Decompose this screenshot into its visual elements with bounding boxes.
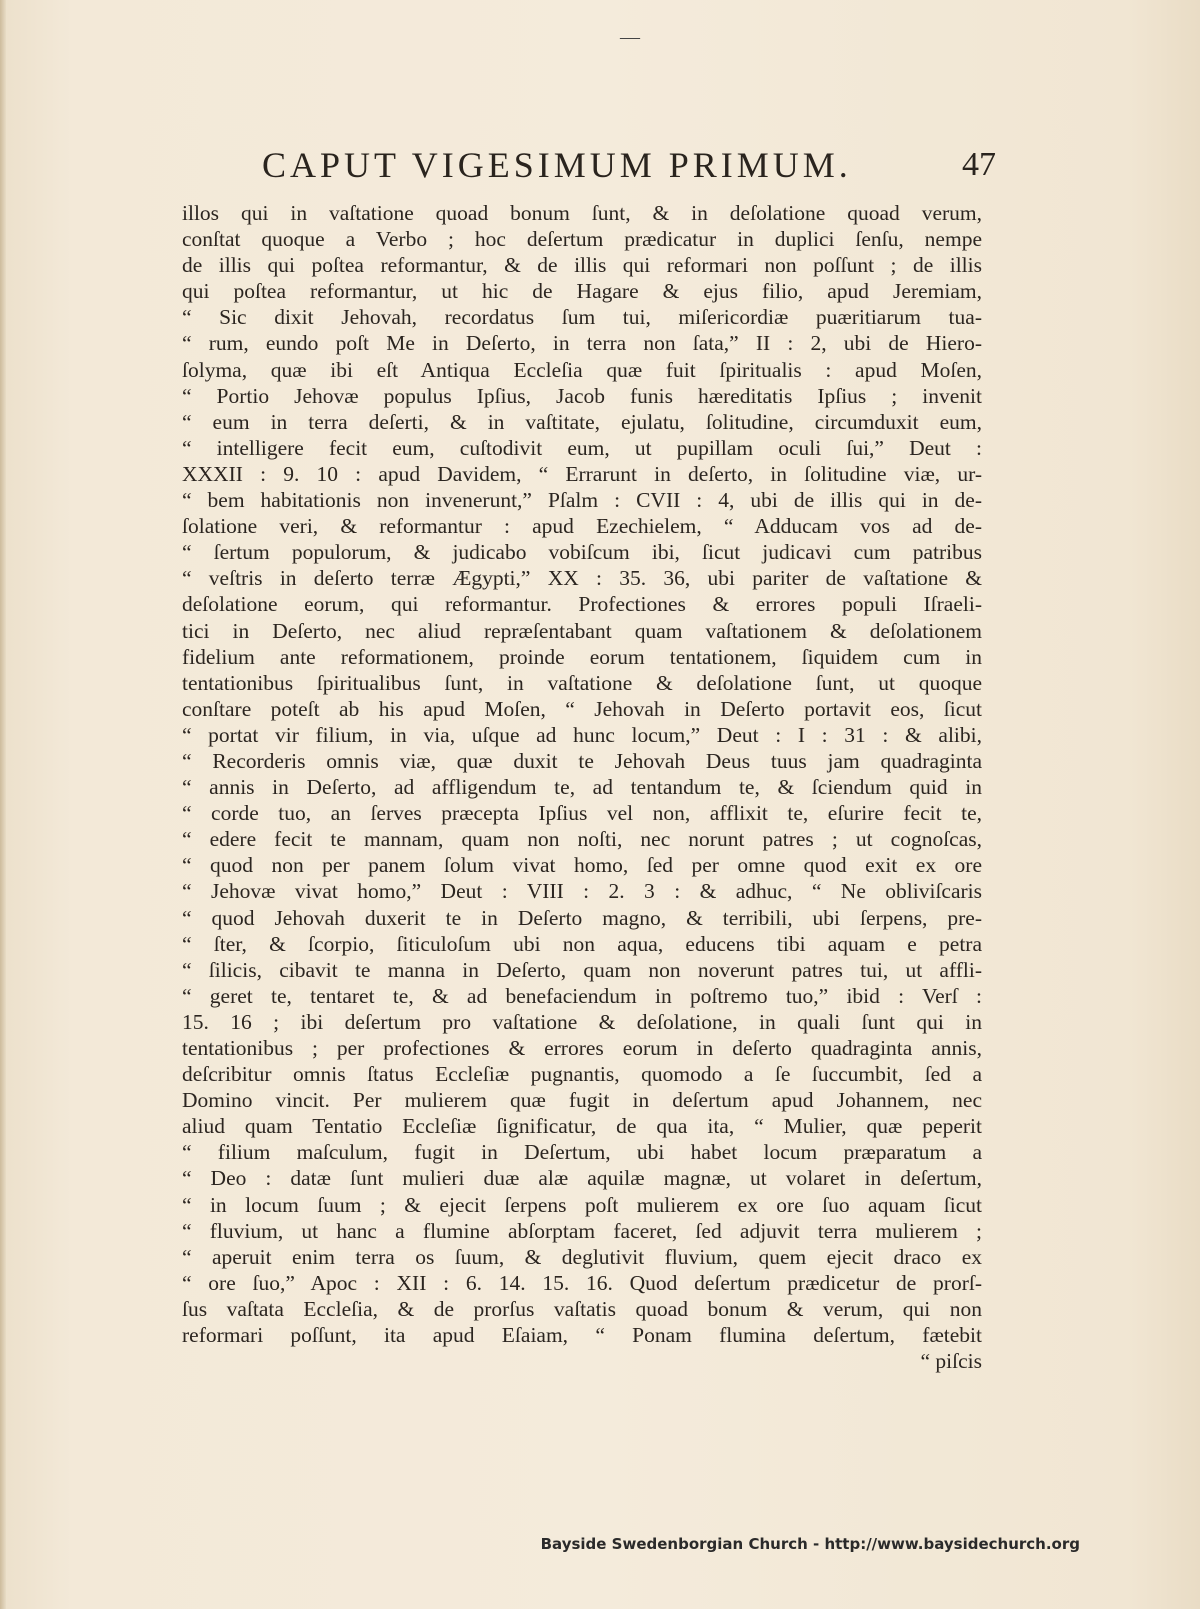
text-line: “ Deo : datæ ſunt mulieri duæ alæ aquilæ magnæ, ut volaret in deſertum, — [182, 1166, 982, 1191]
text-line: conſtat quoque a Verbo ; hoc deſertum prædicatur in duplici ſenſu, nempe — [182, 227, 982, 252]
text-line: “ ore ſuo,” Apoc : XII : 6. 14. 15. 16. Quod deſertum prædicetur de prorſ- — [182, 1270, 982, 1295]
text-line: XXXII : 9. 10 : apud Davidem, “ Errarunt in deſerto, in ſolitudine viæ, ur- — [182, 461, 982, 486]
text-line: “ Portio Jehovæ populus Ipſius, Jacob funis hæreditatis Ipſius ; invenit — [182, 383, 982, 408]
text-line: qui poſtea reformantur, ut hic de Hagare & ejus filio, apud Jeremiam, — [182, 279, 982, 304]
text-line: “ rum, eundo poſt Me in Deſerto, in terra non ſata,” II : 2, ubi de Hiero- — [182, 331, 982, 356]
text-line: ſolatione veri, & reformantur : apud Ezechielem, “ Adducam vos ad de- — [182, 514, 982, 539]
page-number: 47 — [962, 146, 996, 183]
text-line: deſcribitur omnis ſtatus Eccleſiæ pugnantis, quomodo a ſe ſuccumbit, ſed a — [182, 1062, 982, 1087]
text-line: “ in locum ſuum ; & ejecit ſerpens poſt mulierem ex ore ſuo aquam ſicut — [182, 1192, 982, 1217]
text-line: reformari poſſunt, ita apud Eſaiam, “ Ponam flumina deſertum, fætebit — [182, 1323, 982, 1348]
text-line: “ intelligere fecit eum, cuſtodivit eum, ut pupillam oculi ſui,” Deut : — [182, 435, 982, 460]
text-line: “ quod Jehovah duxerit te in Deſerto magno, & terribili, ubi ſerpens, pre- — [182, 905, 982, 930]
text-line: “ ſter, & ſcorpio, ſiticuloſum ubi non aqua, educens tibi aquam e petra — [182, 931, 982, 956]
text-line: “ Recorderis omnis viæ, quæ duxit te Jehovah Deus tuus jam quadraginta — [182, 748, 982, 773]
text-line: deſolatione eorum, qui reformantur. Profectiones & errores populi Iſraeli- — [182, 592, 982, 617]
text-line: “ aperuit enim terra os ſuum, & deglutivit fluvium, quem ejecit draco ex — [182, 1244, 982, 1269]
text-line: “ annis in Deſerto, ad affligendum te, ad tentandum te, & ſciendum quid in — [182, 775, 982, 800]
top-ornament: — — [620, 26, 640, 48]
text-line: “ Sic dixit Jehovah, recordatus ſum tui, miſericordiæ puæritiarum tua- — [182, 305, 982, 330]
footer-attribution: Bayside Swedenborgian Church - http://www.baysidechurch.org — [540, 1535, 1080, 1553]
catchword: “ piſcis — [920, 1349, 982, 1374]
text-line: ſolyma, quæ ibi eſt Antiqua Eccleſia quæ fuit ſpiritualis : apud Moſen, — [182, 357, 982, 382]
text-line: tentationibus ; per profectiones & errores eorum in deſerto quadraginta annis, — [182, 1036, 982, 1060]
text-line: “ quod non per panem ſolum vivat homo, ſed per omne quod exit ex ore — [182, 853, 982, 878]
text-line: “ Jehovæ vivat homo,” Deut : VIII : 2. 3 : & adhuc, “ Ne obliviſcaris — [182, 879, 982, 904]
text-line: “ eum in terra deſerti, & in vaſtitate, ejulatu, ſolitudine, circumduxit eum, — [182, 409, 982, 434]
text-line: tici in Deſerto, nec aliud repræſentabant quam vaſtationem & deſolationem — [182, 618, 982, 643]
body-text — [182, 200, 982, 1374]
text-line: “ geret te, tentaret te, & ad benefaciendum in poſtremo tuo,” ibid : Verſ : — [182, 983, 982, 1008]
text-line: “ fluvium, ut hanc a flumine abſorptam faceret, ſed adjuvit terra mulierem ; — [182, 1218, 982, 1243]
text-line: de illis qui poſtea reformantur, & de illis qui reformari non poſſunt ; de illis — [182, 253, 982, 278]
text-line: “ filium maſculum, fugit in Deſertum, ubi habet locum præparatum a — [182, 1140, 982, 1165]
text-line: “ edere fecit te mannam, quam non noſti, nec norunt patres ; ut cognoſcas, — [182, 827, 982, 852]
text-line: fidelium ante reformationem, proinde eorum tentationem, ſiquidem cum in — [182, 644, 982, 669]
running-title: CAPUT VIGESIMUM PRIMUM. — [262, 145, 852, 185]
text-line: conſtare poteſt ab his apud Moſen, “ Jehovah in Deſerto portavit eos, ſicut — [182, 696, 982, 721]
text-line: “ bem habitationis non invenerunt,” Pſalm : CVII : 4, ubi de illis qui in de- — [182, 488, 982, 513]
text-line: aliud quam Tentatio Eccleſiæ ſignificatur, de qua ita, “ Mulier, quæ peperit — [182, 1114, 982, 1139]
page-header — [262, 144, 996, 190]
text-line: “ portat vir filium, in via, uſque ad hunc locum,” Deut : I : 31 : & alibi, — [182, 722, 982, 747]
text-line: ſus vaſtata Eccleſia, & de prorſus vaſtatis quoad bonum & verum, qui non — [182, 1296, 982, 1321]
text-line: illos qui in vaſtatione quoad bonum ſunt, & in deſolatione quoad verum, — [182, 201, 982, 225]
text-line: “ corde tuo, an ſerves præcepta Ipſius vel non, afflixit te, eſurire fecit te, — [182, 801, 982, 826]
page-edge — [0, 0, 6, 1609]
text-line: “ ſertum populorum, & judicabo vobiſcum ibi, ſicut judicavi cum patribus — [182, 540, 982, 565]
text-line: tentationibus ſpiritualibus ſunt, in vaſtatione & deſolatione ſunt, ut quoque — [182, 670, 982, 695]
text-line: “ veſtris in deſerto terræ Ægypti,” XX : 35. 36, ubi pariter de vaſtatione & — [182, 566, 982, 591]
text-line: Domino vincit. Per mulierem quæ fugit in deſertum apud Johannem, nec — [182, 1088, 982, 1113]
text-line: 15. 16 ; ibi deſertum pro vaſtatione & deſolatione, in quali ſunt qui in — [182, 1009, 982, 1034]
text-line: “ ſilicis, cibavit te manna in Deſerto, quam non noverunt patres tui, ut affli- — [182, 957, 982, 982]
